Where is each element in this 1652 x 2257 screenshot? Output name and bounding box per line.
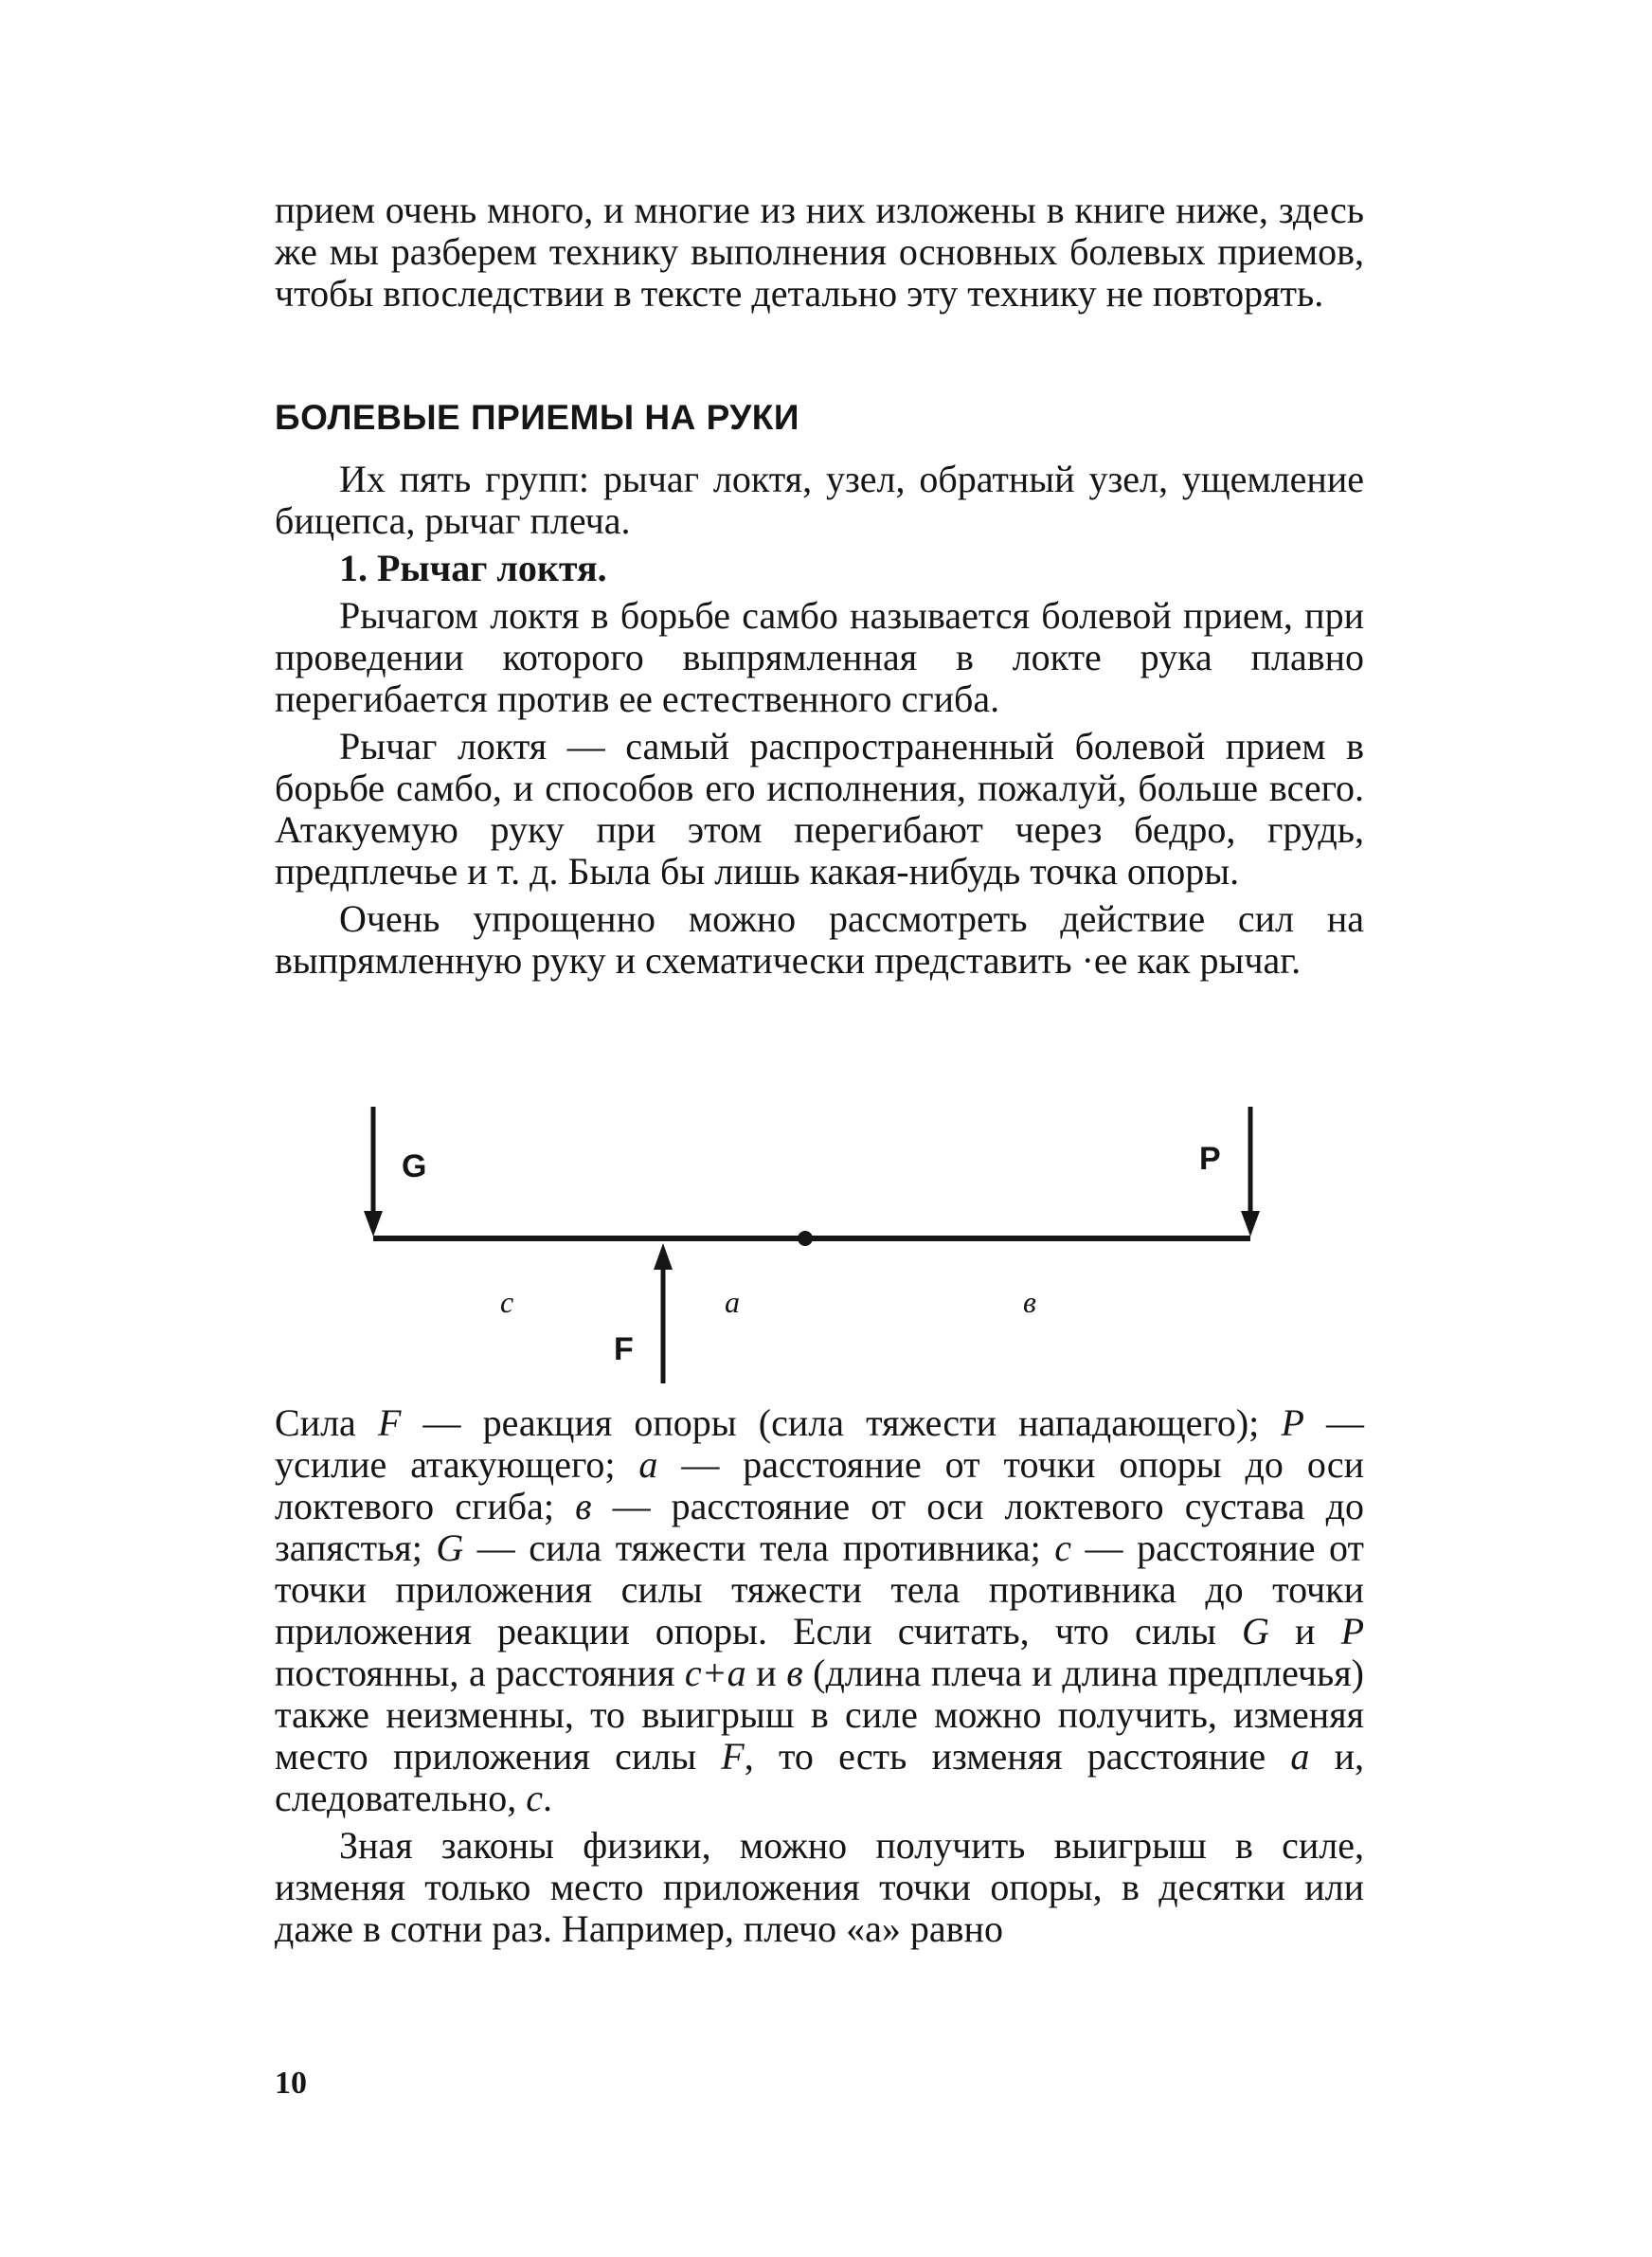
caption-text: и	[1268, 1610, 1341, 1652]
methods-paragraph: Рычаг локтя — самый распространенный болевой прием в борьбе самбо, и способов его исполнения, пожалуй, больше всего. Атакуемую руку при этом перегибают через бедро, грудь, предплечье и т. д. Была бы лишь какая-нибудь точка опоры.	[275, 725, 1364, 893]
caption-text: и, следовательно,	[275, 1735, 1365, 1819]
caption-text: (длина плеча и длина предплечья) также неизменны, то выигрыш в силе можно получить, изменяя место приложения силы	[275, 1652, 1365, 1778]
caption-text: — расстояние от точки приложения силы тяжести тела противника до точки приложения реакции опоры. Если считать, что силы	[275, 1526, 1364, 1652]
var-c: c	[526, 1777, 543, 1819]
label-g: G	[402, 1148, 427, 1184]
subsection-title: 1. Рычаг локтя.	[339, 547, 607, 589]
caption-text: и	[745, 1652, 787, 1694]
segment-a-label: a	[725, 1285, 740, 1319]
label-p: P	[1199, 1141, 1221, 1177]
var-g: G	[436, 1526, 464, 1569]
caption-text: — усилие атакующего;	[275, 1401, 1365, 1486]
caption-paragraph	[275, 1402, 1364, 1819]
page-number: 10	[275, 2066, 307, 2101]
caption-text: .	[542, 1777, 552, 1819]
definition-paragraph: Рычагом локтя в борьбе самбо называется болевой прием, при проведении которого выпрямленная в локте рука плавно перегибается против ее естественного сгиба.	[275, 594, 1364, 720]
var-a: a	[1290, 1735, 1310, 1778]
intro-paragraph: прием очень много, и многие из них изложены в книге ниже, здесь же мы разберем технику выполнения основных болевых приемов, чтобы впоследствии в тексте детально эту технику не повторять.	[275, 189, 1364, 315]
section-heading: БОЛЕВЫЕ ПРИЕМЫ НА РУКИ	[275, 398, 799, 437]
lever-intro-paragraph: Очень упрощенно можно рассмотреть действие сил на выпрямленную руку и схематически представить ·ее как рычаг.	[275, 897, 1364, 982]
caption-text: Сила	[275, 1401, 378, 1444]
section-body	[275, 459, 1364, 982]
intro-block	[275, 190, 1364, 315]
var-b: в	[575, 1485, 592, 1527]
var-f: F	[377, 1401, 402, 1444]
diagram-caption	[275, 1402, 1364, 1950]
segment-b-label: в	[1023, 1285, 1036, 1319]
var-a: a	[638, 1443, 658, 1486]
caption-text: — расстояние от точки опоры до оси локтевого сгиба;	[275, 1443, 1364, 1527]
var-f: F	[721, 1735, 745, 1778]
label-f: F	[614, 1331, 634, 1367]
force-g-arrow	[364, 1107, 383, 1237]
closing-paragraph: Зная законы физики, можно получить выигрыш в силе, изменяя только место приложения точки опоры, в десятки или даже в сотни раз. Например, плечо «a» равно	[275, 1824, 1364, 1950]
groups-paragraph: Их пять групп: рычаг локтя, узел, обратный узел, ущемление бицепса, рычаг плеча.	[275, 458, 1364, 542]
caption-text: — сила тяжести тела противника;	[463, 1526, 1055, 1569]
force-p-arrow	[1241, 1107, 1260, 1237]
var-c: c	[1054, 1526, 1072, 1569]
caption-text: , то есть изменяя расстояние	[744, 1735, 1291, 1778]
caption-text: постоянны, а расстояния	[275, 1652, 685, 1694]
caption-text: — реакция опоры (сила тяжести нападающего);	[401, 1401, 1282, 1444]
var-b: в	[786, 1652, 803, 1694]
var-p: P	[1281, 1401, 1304, 1444]
caption-text: — расстояние от оси локтевого сустава до запястья;	[275, 1485, 1364, 1569]
force-f-arrow	[654, 1243, 673, 1383]
var-c-plus-a: c+a	[684, 1652, 746, 1694]
elbow-axis-dot	[798, 1231, 813, 1246]
lever-diagram	[350, 1099, 1279, 1402]
var-p: P	[1340, 1610, 1364, 1652]
segment-c-label: c	[500, 1285, 514, 1319]
var-g: G	[1242, 1610, 1269, 1652]
